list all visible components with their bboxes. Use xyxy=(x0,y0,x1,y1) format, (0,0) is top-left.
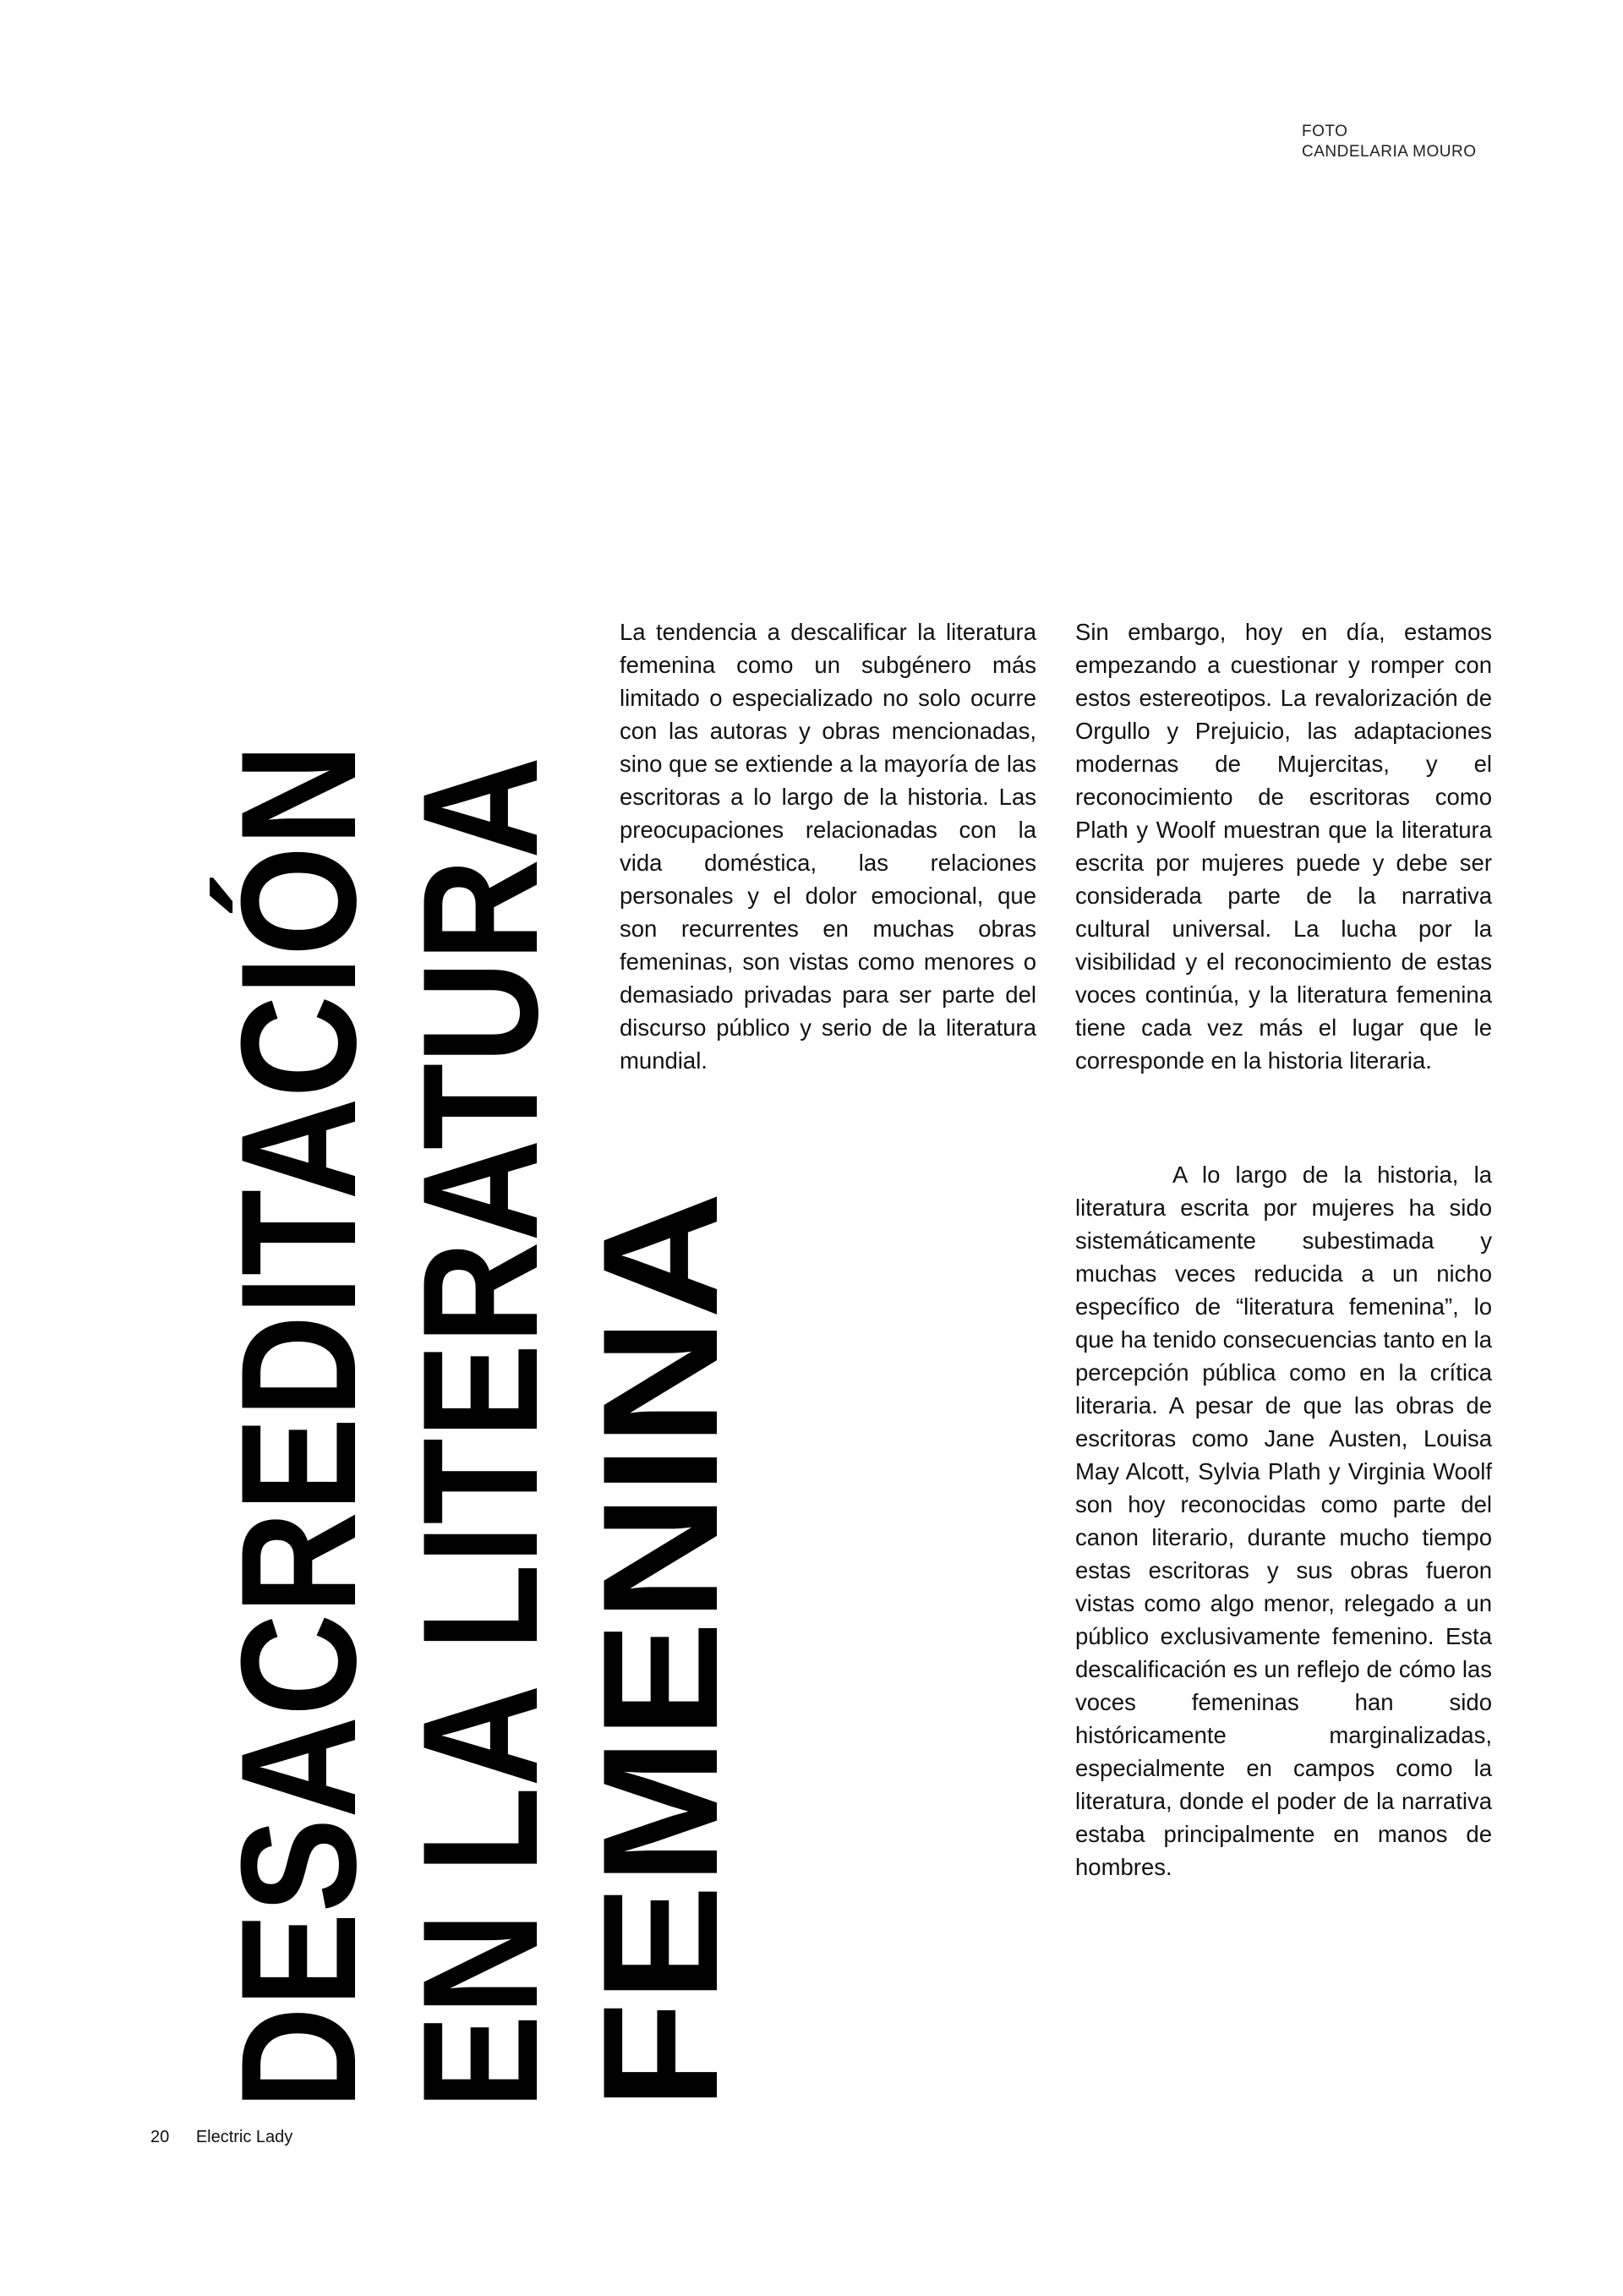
page-number: 20 xyxy=(150,2128,170,2146)
paragraph: A lo largo de la historia, la literatura escrita por mujeres ha sido sistemáticamente subestimada y muchas veces reducida a un nicho específico de “literatura femenina”, lo que ha tenido consecuencias tanto en la percepción pública como en la crítica literaria. A pesar de que las obras de escritoras como Jane Austen, Louisa May Alcott, Sylvia Plath y Virginia Woolf son hoy reconocidas como parte del canon literario, durante mucho tiempo estas escritoras y sus obras fueron vistas como algo menor, relegado a un público exclusivamente femenino. Esta descalificación es un reflejo de cómo las voces femeninas han sido históricamente marginalizadas, especialmente en campos como la literatura, donde el poder de la narrativa estaba principalmente en manos de hombres. xyxy=(1075,1162,1492,1880)
article-column-left xyxy=(620,615,1036,1077)
article-column-right-top xyxy=(1075,615,1492,1077)
title-line-1: DESACREDITACIÓN xyxy=(207,527,391,2109)
photographer-name: CANDELARIA MOURO xyxy=(1302,143,1477,161)
title-line-3: FEMENINA xyxy=(569,1252,752,2109)
page-footer xyxy=(150,2128,292,2147)
paragraph: Sin embargo, hoy en día, estamos empezando a cuestionar y romper con estos estereotipos. La revalorización de Orgullo y Prejuicio, las adaptaciones modernas de Mujercitas, y el reconocimiento de escritoras como Plath y Woolf muestran que la literatura escrita por mujeres puede y debe ser considerada parte de la narrativa cultural universal. La lucha por la visibilidad y el reconocimiento de estas voces continúa, y la literatura femenina tiene cada vez más el lugar que le corresponde en la historia literaria. xyxy=(1075,619,1492,1074)
photo-credit xyxy=(1302,122,1476,162)
magazine-name: Electric Lady xyxy=(195,2128,293,2146)
paragraph: La tendencia a descalificar la literatura femenina como un subgénero más limitado o especializado no solo ocurre con las autoras y obras mencionadas, sino que se extiende a la mayoría de las escritoras a lo largo de la historia. Las preocupaciones relacionadas con la vida doméstica, las relaciones personales y el dolor emocional, que son recurrentes en muchas obras femeninas, son vistas como menores o demasiado privadas para ser parte del discurso público y serio de la literatura mundial. xyxy=(620,619,1036,1074)
article-column-right-bottom xyxy=(1075,1158,1492,1883)
title-line-2: EN LA LITERATURA xyxy=(389,542,572,2109)
photo-credit-label: FOTO xyxy=(1302,123,1348,140)
